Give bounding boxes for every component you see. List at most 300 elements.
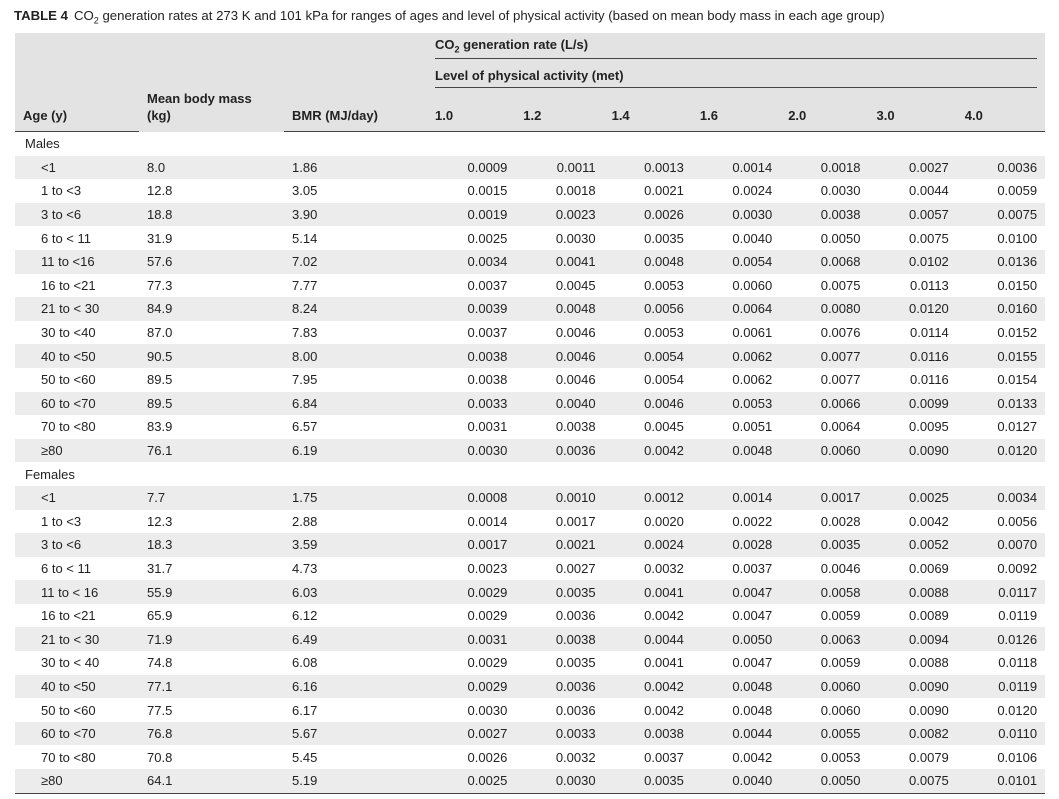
rate-cell: 0.0048 [692,675,780,699]
rate-cell: 0.0029 [427,675,515,699]
age-cell: 50 to <60 [41,372,96,388]
rate-cell: 0.0080 [780,297,868,321]
table-row [15,769,1045,793]
table-row [15,651,1045,675]
rate-cell: 0.0101 [957,769,1045,793]
mass-cell: 70.8 [147,749,173,765]
mass-cell: 89.5 [147,372,173,388]
age-cell: 40 to <50 [15,344,139,368]
rate-cell: 0.0089 [909,608,949,624]
rate-cell: 0.0034 [427,250,515,274]
rate-cell: 0.0012 [604,486,692,510]
mass-cell: 12.8 [147,183,173,199]
rate-cell: 0.0041 [515,250,603,274]
bmr-cell: 6.57 [292,419,318,435]
bmr-cell: 1.75 [284,486,427,510]
table-row [15,675,1045,699]
bmr-cell: 6.16 [284,675,427,699]
mass-cell: 76.1 [139,439,284,463]
rate-cell: 0.0023 [467,560,508,576]
age-cell: 11 to <16 [15,250,139,274]
rate-cell: 0.0046 [604,392,692,416]
rate-cell: 0.0046 [820,560,861,576]
rate-cell: 0.0088 [868,580,956,604]
rate-cell: 0.0036 [555,608,596,624]
bmr-cell: 5.45 [292,749,318,765]
table-row [15,156,1045,180]
table-row [15,226,1045,250]
rate-cell: 0.0120 [868,297,956,321]
rate-cell: 0.0037 [732,560,773,576]
rate-cell: 0.0068 [780,250,868,274]
age-cell: 40 to <50 [15,675,139,699]
rate-cell: 0.0099 [868,392,956,416]
header-level-1-2: 1.2 [515,93,603,132]
rate-cell: 0.0027 [555,560,596,576]
rate-cell: 0.0082 [868,722,956,746]
rate-cell: 0.0059 [997,183,1038,199]
bmr-cell: 7.83 [292,325,318,341]
mass-cell: 31.7 [147,560,173,576]
mass-cell: 74.8 [147,655,173,671]
rate-cell: 0.0069 [909,560,949,576]
rate-cell: 0.0036 [957,156,1045,180]
rate-cell: 0.0030 [692,203,780,227]
rate-cell: 0.0047 [732,655,773,671]
mass-cell: 18.8 [139,203,284,227]
rate-cell: 0.0075 [820,277,861,293]
rate-cell: 0.0077 [780,344,868,368]
mass-cell: 77.3 [147,277,173,293]
table-row [15,368,1045,392]
rate-cell: 0.0152 [997,325,1038,341]
age-cell: 60 to <70 [15,392,139,416]
rate-cell: 0.0060 [780,439,868,463]
age-cell: 1 to <3 [41,183,82,199]
rate-cell: 0.0117 [957,580,1045,604]
rate-cell: 0.0094 [868,627,956,651]
group-row-females [15,462,1045,486]
rate-cell: 0.0118 [998,655,1038,671]
rate-cell: 0.0024 [604,533,692,557]
rate-cell: 0.0032 [644,560,684,576]
rate-cell: 0.0119 [998,608,1038,624]
bmr-cell: 6.03 [284,580,427,604]
bmr-cell: 3.05 [292,183,318,199]
rate-cell: 0.0095 [909,419,949,435]
header-level-2-0: 2.0 [780,93,868,132]
rate-cell: 0.0038 [467,372,508,388]
header-blank [284,63,427,93]
rate-cell: 0.0042 [604,675,692,699]
age-cell: 11 to < 16 [15,580,139,604]
rate-cell: 0.0031 [427,627,515,651]
rate-cell: 0.0048 [515,297,603,321]
rate-cell: 0.0064 [820,419,861,435]
rate-cell: 0.0053 [644,325,684,341]
table-label: TABLE 4 [14,8,68,23]
bmr-cell: 6.49 [284,627,427,651]
rate-cell: 0.0044 [604,627,692,651]
rate-cell: 0.0033 [515,722,603,746]
header-co2-rate: $CO_2$ generation rate (L/s) [427,33,1045,63]
age-cell: 50 to <60 [41,702,96,718]
rate-cell: 0.0058 [780,580,868,604]
rate-cell: 0.0053 [692,392,780,416]
rate-cell: 0.0017 [555,513,596,529]
rate-cell: 0.0035 [780,533,868,557]
rate-cell: 0.0017 [780,486,868,510]
group-label: Males [25,136,60,152]
table-row [15,510,1045,534]
rate-cell: 0.0034 [957,486,1045,510]
mass-cell: 57.6 [139,250,284,274]
rate-cell: 0.0061 [732,325,773,341]
rate-cell: 0.0048 [692,439,780,463]
age-cell: 21 to < 30 [15,627,139,651]
header-bmr: BMR (MJ/day) [284,93,427,132]
header-blank [284,33,427,63]
bmr-cell: 5.19 [284,769,427,793]
header-activity-level: Level of physical activity (met) [427,63,1045,93]
table-row [15,344,1045,368]
rate-cell: 0.0029 [427,580,515,604]
rate-cell: 0.0040 [692,769,780,793]
rate-cell: 0.0020 [644,513,684,529]
rate-cell: 0.0041 [604,580,692,604]
rate-cell: 0.0059 [820,608,861,624]
rate-cell: 0.0127 [997,419,1038,435]
header-blank [15,33,139,63]
rate-cell: 0.0021 [644,183,684,199]
rate-cell: 0.0116 [868,344,956,368]
bmr-cell: 7.95 [292,372,318,388]
header-level-1-0: 1.0 [427,93,515,132]
rate-cell: 0.0038 [555,419,596,435]
rate-cell: 0.0066 [780,392,868,416]
table-row [15,439,1045,463]
header-mass: Mean body mass (kg) [139,63,284,132]
mass-cell: 77.5 [147,702,173,718]
rate-cell: 0.0059 [820,655,861,671]
rate-cell: 0.0150 [997,277,1038,293]
rate-cell: 0.0025 [467,230,508,246]
bmr-cell: 6.84 [284,392,427,416]
rate-cell: 0.0051 [732,419,773,435]
rate-cell: 0.0027 [868,156,956,180]
bmr-cell: 5.14 [292,230,318,246]
mass-cell: 8.0 [139,156,284,180]
age-cell: 60 to <70 [15,722,139,746]
rate-cell: 0.0120 [957,439,1045,463]
rate-cell: 0.0090 [909,702,949,718]
rate-cell: 0.0025 [427,769,515,793]
mass-cell: 64.1 [139,769,284,793]
rate-cell: 0.0038 [780,203,868,227]
rate-cell: 0.0056 [604,297,692,321]
rate-cell: 0.0102 [868,250,956,274]
table-row [15,415,1045,439]
header-level-3-0: 3.0 [868,93,956,132]
data-table-container [15,33,1045,794]
age-cell: ≥80 [15,769,139,793]
age-cell: 6 to < 11 [41,230,91,246]
table-row [15,321,1045,345]
mass-cell: 65.9 [147,608,173,624]
rate-cell: 0.0022 [732,513,773,529]
group-label: Females [25,466,75,482]
header-blank [15,63,139,93]
rate-cell: 0.0027 [427,722,515,746]
rate-cell: 0.0047 [692,580,780,604]
rate-cell: 0.0062 [692,344,780,368]
rate-cell: 0.0079 [909,749,949,765]
age-cell: 70 to <80 [41,749,96,765]
table-row [15,627,1045,651]
bmr-cell: 4.73 [292,560,318,576]
rate-cell: 0.0018 [780,156,868,180]
rate-cell: 0.0042 [732,749,773,765]
rate-cell: 0.0113 [909,277,949,293]
table-row [15,203,1045,227]
header-level-4-0: 4.0 [957,93,1045,132]
co2-generation-table [15,33,1045,794]
rate-cell: 0.0035 [644,230,684,246]
rate-cell: 0.0050 [692,627,780,651]
rate-cell: 0.0035 [604,769,692,793]
rate-cell: 0.0037 [644,749,684,765]
rate-cell: 0.0035 [555,655,596,671]
rate-cell: 0.0136 [957,250,1045,274]
rate-cell: 0.0062 [732,372,773,388]
rate-cell: 0.0030 [555,230,596,246]
bmr-cell: 6.17 [292,702,318,718]
table-row [15,297,1045,321]
bmr-cell: 7.77 [292,277,318,293]
age-cell: <1 [15,486,139,510]
bmr-cell: 3.59 [284,533,427,557]
rate-cell: 0.0024 [732,183,773,199]
rate-cell: 0.0050 [780,769,868,793]
table-caption [14,8,1054,26]
table-row [15,179,1045,203]
rate-cell: 0.0126 [957,627,1045,651]
rate-cell: 0.0055 [780,722,868,746]
age-cell: 30 to < 40 [41,655,100,671]
rate-cell: 0.0116 [909,372,949,388]
rate-cell: 0.0075 [909,230,949,246]
rate-cell: 0.0036 [515,675,603,699]
rate-cell: 0.0029 [467,608,508,624]
table-row [15,698,1045,722]
header-blank [139,33,284,63]
rate-cell: 0.0040 [732,230,773,246]
age-cell: ≥80 [15,439,139,463]
header-age: Age (y) [15,93,139,132]
rate-cell: 0.0036 [515,439,603,463]
mass-cell: 55.9 [139,580,284,604]
table-row [15,392,1045,416]
bmr-cell: 3.90 [284,203,427,227]
rate-cell: 0.0077 [820,372,861,388]
rate-cell: 0.0032 [555,749,596,765]
rate-cell: 0.0075 [868,769,956,793]
rate-cell: 0.0090 [868,675,956,699]
bmr-cell: 1.86 [284,156,427,180]
caption-subscript: 2 [93,15,99,26]
rate-cell: 0.0041 [644,655,684,671]
rate-cell: 0.0015 [467,183,508,199]
rate-cell: 0.0044 [909,183,949,199]
table-body [15,132,1045,794]
rate-cell: 0.0088 [909,655,949,671]
table-row [15,722,1045,746]
rate-cell: 0.0040 [515,392,603,416]
rate-cell: 0.0046 [555,325,596,341]
rate-cell: 0.0013 [604,156,692,180]
rate-cell: 0.0114 [909,325,949,341]
rate-cell: 0.0042 [909,513,949,529]
rate-cell: 0.0060 [732,277,773,293]
rate-cell: 0.0028 [692,533,780,557]
rate-cell: 0.0063 [780,627,868,651]
rate-cell: 0.0075 [957,203,1045,227]
mass-cell: 89.5 [139,392,284,416]
rate-cell: 0.0037 [467,277,508,293]
bmr-cell: 7.02 [284,250,427,274]
rate-cell: 0.0036 [555,702,596,718]
rate-cell: 0.0045 [555,277,596,293]
rate-cell: 0.0014 [467,513,508,529]
table-row [15,486,1045,510]
rate-cell: 0.0056 [997,513,1038,529]
rate-cell: 0.0048 [604,250,692,274]
rate-cell: 0.0008 [427,486,515,510]
bmr-cell: 5.67 [284,722,427,746]
rate-cell: 0.0070 [957,533,1045,557]
bmr-cell: 2.88 [292,513,318,529]
table-row [15,557,1045,581]
rate-cell: 0.0046 [515,344,603,368]
rate-cell: 0.0018 [555,183,596,199]
rate-cell: 0.0017 [427,533,515,557]
table-row [15,745,1045,769]
rate-cell: 0.0009 [427,156,515,180]
rate-cell: 0.0155 [957,344,1045,368]
mass-cell: 18.3 [139,533,284,557]
rate-cell: 0.0106 [997,749,1038,765]
rate-cell: 0.0038 [427,344,515,368]
rate-cell: 0.0048 [732,702,773,718]
age-cell: 16 to <21 [41,277,96,293]
table-row [15,533,1045,557]
rate-cell: 0.0038 [515,627,603,651]
rate-cell: 0.0030 [820,183,861,199]
mass-cell: 83.9 [147,419,173,435]
rate-cell: 0.0054 [604,344,692,368]
rate-cell: 0.0060 [820,702,861,718]
age-cell: 6 to < 11 [41,560,91,576]
bmr-cell: 8.00 [284,344,427,368]
rate-cell: 0.0019 [427,203,515,227]
rate-cell: 0.0031 [467,419,508,435]
age-cell: 1 to <3 [41,513,82,529]
age-cell: 3 to <6 [15,203,139,227]
rate-cell: 0.0044 [692,722,780,746]
rate-cell: 0.0014 [692,156,780,180]
mass-cell: 7.7 [139,486,284,510]
caption-co: CO [73,8,94,23]
age-cell: 16 to <21 [41,608,96,624]
rate-cell: 0.0026 [604,203,692,227]
rate-cell: 0.0035 [515,580,603,604]
rate-cell: 0.0120 [997,702,1038,718]
rate-cell: 0.0010 [515,486,603,510]
mass-cell: 76.8 [139,722,284,746]
rate-cell: 0.0029 [467,655,508,671]
bmr-cell: 8.24 [284,297,427,321]
rate-cell: 0.0064 [692,297,780,321]
rate-cell: 0.0047 [732,608,773,624]
mass-cell: 90.5 [139,344,284,368]
rate-cell: 0.0092 [997,560,1038,576]
group-row-males [15,132,1045,156]
table-row [15,580,1045,604]
rate-cell: 0.0100 [997,230,1038,246]
rate-cell: 0.0033 [427,392,515,416]
rate-cell: 0.0057 [868,203,956,227]
mass-cell: 84.9 [139,297,284,321]
rate-cell: 0.0046 [555,372,596,388]
rate-cell: 0.0030 [515,769,603,793]
rate-cell: 0.0038 [604,722,692,746]
rate-cell: 0.0060 [780,675,868,699]
rate-cell: 0.0014 [692,486,780,510]
rate-cell: 0.0030 [467,702,508,718]
rate-cell: 0.0052 [868,533,956,557]
age-cell: 3 to <6 [15,533,139,557]
header-level-1-4: 1.4 [604,93,692,132]
rate-cell: 0.0110 [957,722,1045,746]
header-level-1-6: 1.6 [692,93,780,132]
rate-cell: 0.0042 [604,439,692,463]
age-cell: 21 to < 30 [15,297,139,321]
table-row [15,274,1045,298]
age-cell: 30 to <40 [41,325,96,341]
rate-cell: 0.0023 [515,203,603,227]
rate-cell: 0.0028 [820,513,861,529]
bmr-cell: 6.12 [292,608,318,624]
table-row [15,250,1045,274]
rate-cell: 0.0160 [957,297,1045,321]
rate-cell: 0.0025 [868,486,956,510]
mass-cell: 77.1 [139,675,284,699]
rate-cell: 0.0053 [644,277,684,293]
caption-text: generation rates at 273 K and 101 kPa for ranges of ages and level of physical activity (based on mean body mass in each age group) [98,8,885,23]
rate-cell: 0.0026 [467,749,508,765]
rate-cell: 0.0042 [644,702,684,718]
rate-cell: 0.0050 [820,230,861,246]
mass-cell: 87.0 [147,325,173,341]
age-cell: <1 [15,156,139,180]
rate-cell: 0.0054 [692,250,780,274]
rate-cell: 0.0039 [427,297,515,321]
mass-cell: 31.9 [147,230,173,246]
bmr-cell: 6.08 [292,655,318,671]
rate-cell: 0.0030 [427,439,515,463]
rate-cell: 0.0011 [515,156,603,180]
rate-cell: 0.0076 [820,325,861,341]
